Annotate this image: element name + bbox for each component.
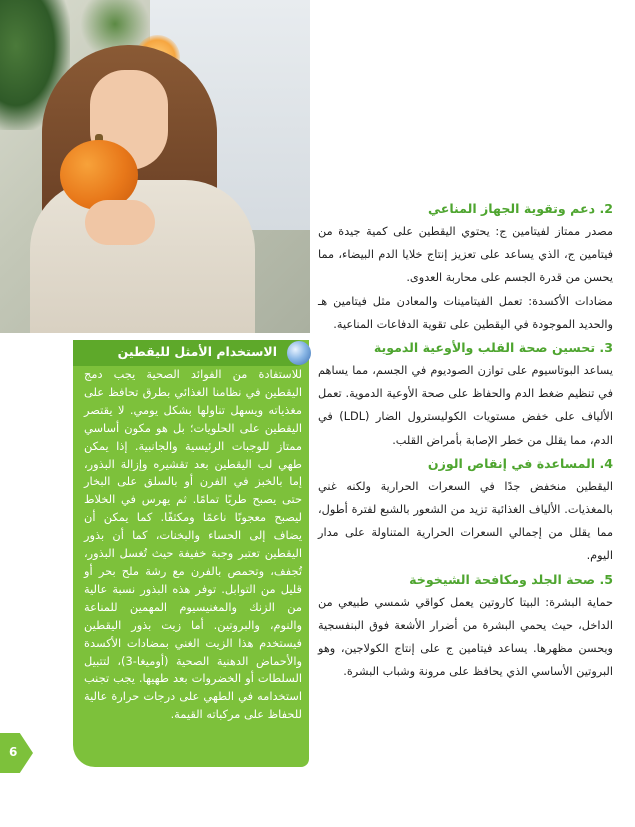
paragraph: اليقطين منخفض جدًا في السعرات الحرارية ولكنه غني بالمغذيات. الألياف الغذائية تزيد من الشعور بالشبع لفترة أطول، مما يقلل من إجمالي السعرات الحرارية المتناولة على مدار اليوم. xyxy=(318,479,613,563)
bullet-ball-icon xyxy=(287,341,311,365)
section-heading-weight: 4. المساعدة في إنقاص الوزن xyxy=(427,455,613,471)
page-number: 6 xyxy=(9,745,18,759)
sidebar-header xyxy=(73,340,309,366)
paragraph: حماية البشرة: البيتا كاروتين يعمل كواقي شمسي طبيعي من الداخل، حيث يحمي البشرة من أضرار الأشعة فوق البنفسجية ويحسن مظهرها. يساعد فيتامين ج على إنتاج الكولاجين، وهو البروتين الأساسي الذي يحافظ على مرونة وشباب البشرة. xyxy=(318,595,613,679)
paragraph: مضادات الأكسدة: تعمل الفيتامينات والمعادن مثل فيتامين هـ والحديد الموجودة في اليقطين على تقوية الدفاعات المناعية. xyxy=(318,294,613,331)
sidebar-body: للاستفادة من الفوائد الصحية يجب دمج اليقطين في نظامنا الغذائي بطرق تحافظ على مغذياته ويسهل تناولها بشكل يومي. لا يقتصر اليقطين على الحلويات؛ بل هو مكون أساسي ممتاز للوجبات الرئيسية والجانبية. إذا يمكن طهي لب اليقطين بعد تقشيره وإزالة البذور، إما بالخبز في الفرن أو بالسلق على البخار حتى يصبح طريًا تمامًا. ثم يهرس في الخلاط ليصبح معجونًا ناعمًا ومكثفًا. كما يمكن أن يضاف إلى الحساء والبخنات، كما أن بذور اليقطين تعتبر وجبة خفيفة حيث تُغسل البذور، تُجفف، وتحمص بالفرن مع رشة ملح بحر أو قليل من التوابل. توفر هذه البذور نسبة عالية من الزنك والمغنيسيوم المهمين للمناعة والنوم، والبروتين. أما زيت بذور اليقطين فيستخدم هذا الزيت الغني بمضادات الأكسدة والأحماض الدهنية الصحية (أوميغا-3)، لتتبيل السلطات أو الخضروات بعد طهيها. يجب تجنب استخدامه في الطهي على درجات حرارة عالية للحفاظ على مركباته القيمة. xyxy=(84,367,302,722)
paragraph: مصدر ممتاز لفيتامين ج: يحتوي اليقطين على كمية جيدة من فيتامين ج، الذي يساعد على تعزيز إنتاج خلايا الدم البيضاء، مما يحسن من قدرة الجسم على محاربة العدوى. xyxy=(318,225,613,285)
paragraph: يساعد البوتاسيوم على توازن الصوديوم في الجسم، مما يساهم في تنظيم ضغط الدم والحفاظ على صحة الأوعية الدموية. تعمل الألياف على خفض مستويات الكوليسترول الضار (LDL) في الدم، مما يقلل من خطر الإصابة بأمراض القلب. xyxy=(318,364,613,447)
section-heading-immunity: 2. دعم وتقوية الجهاز المناعي xyxy=(427,201,613,216)
section-heading-heart: 3. تحسين صحة القلب والأوعية الدموية xyxy=(373,340,613,356)
section-heading-skin: 5. صحة الجلد ومكافحة الشيخوخة xyxy=(409,571,613,587)
woman-with-pumpkin-photo xyxy=(0,0,310,333)
main-column xyxy=(318,197,613,683)
sidebar-title: الاستخدام الأمثل لليقطين xyxy=(117,344,277,359)
